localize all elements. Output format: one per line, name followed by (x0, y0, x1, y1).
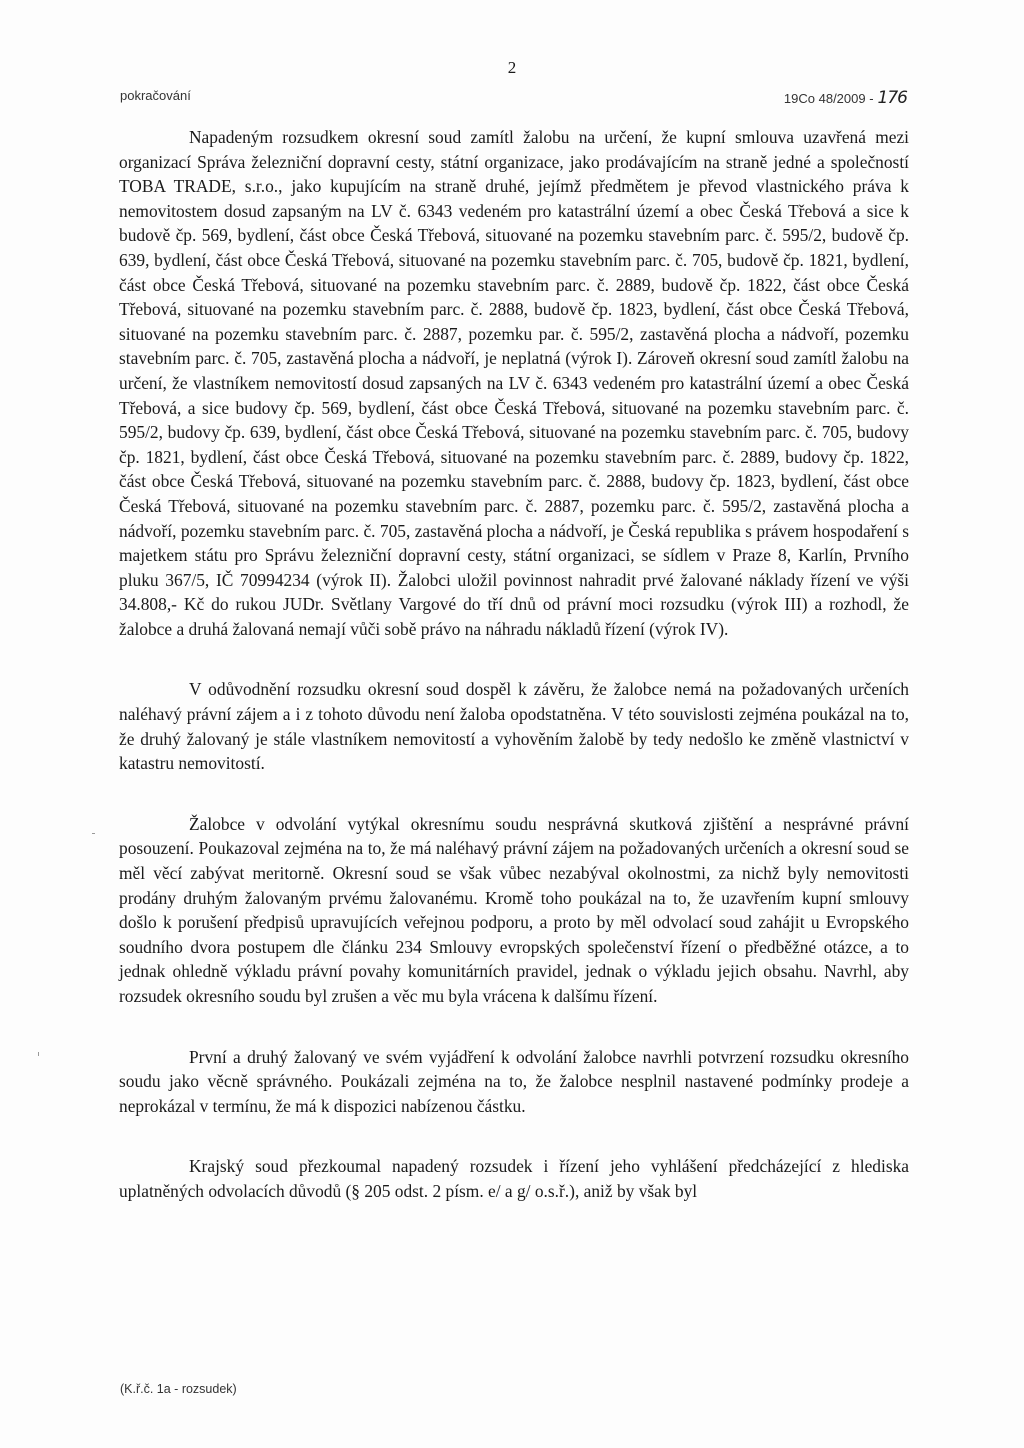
handwritten-page-number: 176 (877, 88, 907, 108)
document-body (119, 125, 909, 1204)
paragraph-judgment-summary: Napadeným rozsudkem okresní soud zamítl žalobu na určení, že kupní smlouva uzavřená mezi organizací Správa železniční dopravní cesty, státní organizace, jako prodávajícím na straně jedné a společností TOBA TRADE, s.r.o., jako kupujícím na straně druhé, jejímž předmětem je převod vlastnického práva k nemovitostem dosud zapsaným na LV č. 6343 vedeném pro katastrální území a obec Česká Třebová a sice k budově čp. 569, bydlení, část obce Česká Třebová, situované na pozemku stavebním parc. č. 595/2, budově čp. 639, bydlení, část obce Česká Třebová, situované na pozemku stavebním parc. č. 705, budově čp. 1821, bydlení, část obce Česká Třebová, situované na pozemku stavebním parc. č. 2889, budově čp. 1822, část obce Česká Třebová, situované na pozemku stavebním parc. č. 2888, budově čp. 1823, bydlení, část obce Česká Třebová, situované na pozemku stavebním parc. č. 2887, pozemku par. č. 595/2, zastavěná plocha a nádvoří, pozemku stavebním parc. č. 705, zastavěná plocha a nádvoří, je neplatná (výrok I). Zároveň okresní soud zamítl žalobu na určení, že vlastníkem nemovitostí dosud zapsaných na LV č. 6343 vedeném pro katastrální území a obec Česká Třebová, a sice budovy čp. 569, bydlení, část obce Česká Třebová, situované na pozemku stavebním parc. č. 595/2, budovy čp. 639, bydlení, část obce Česká Třebová, situované na pozemku stavebním parc. č. 705, budovy čp. 1821, bydlení, část obce Česká Třebová, situované na pozemku stavebním parc. č. 2889, budovy čp. 1822, část obce Česká Třebová, situované na pozemku stavebním parc. č. 2888, budovy čp. 1823, bydlení, část obce Česká Třebová, situované na pozemku stavebním parc. č. 2887, pozemku parc. č. 595/2, zastavěná plocha a nádvoří, pozemku stavebním parc. č. 705, zastavěná plocha a nádvoří, je Česká republika s právem hospodaření s majetkem státu pro Správu železniční dopravní cesty, státní organizaci, se sídlem v Praze 8, Karlín, Prvního pluku 367/5, IČ 70994234 (výrok II). Žalobci uložil povinnost nahradit prvé žalované náklady řízení ve výši 34.808,- Kč do rukou JUDr. Světlany Vargové do tří dnů od právní moci rozsudku (výrok III) a rozhodl, že žalobce a druhá žalovaná nemají vůči sobě právo na náhradu nákladů řízení (výrok IV). (119, 127, 909, 639)
paragraph-reasoning: V odůvodnění rozsudku okresní soud dospěl k závěru, že žalobce nemá na požadovaných určeních naléhavý právní zájem a i z tohoto důvodu není žaloba opodstatněna. V této souvislosti zejména poukázal na to, že druhý žalovaný je stále vlastníkem nemovitostí a vyhověním žalobě by tedy nedošlo ke změně vlastnictví v katastru nemovitostí. (119, 679, 909, 774)
paragraph-regional-court: Krajský soud přezkoumal napadený rozsudek i řízení jeho vyhlášení předcházející z hlediska uplatněných odvolacích důvodů (§ 205 odst. 2 písm. e/ a g/ o.s.ř.), aniž by však byl (119, 1156, 909, 1201)
page-number: 2 (507, 58, 517, 77)
scan-speck (92, 833, 95, 834)
form-code-footer: (K.ř.č. 1a - rozsudek) (120, 1382, 237, 1396)
case-number: 19Co 48/2009 - (783, 91, 874, 106)
paragraph-appeal: Žalobce v odvolání vytýkal okresnímu soudu nesprávná skutková zjištění a nesprávné právní posouzení. Poukazoval zejména na to, že má naléhavý právní zájem na požadovaných určeních a okresní soud se měl věcí zabývat meritorně. Okresní soud se však vůbec nezabýval okolnostmi, za nichž byly nemovitosti prodány druhým žalovaným prvému žalovanému. Kromě toho poukázal na to, že uzavřením kupní smlouvy došlo k porušení předpisů upravujících veřejnou podporu, a proto by měl odvolací soud zahájit u Evropského soudního dvora postupem dle článku 234 Smlouvy evropských společenství řízení o předběžné otázce, a to jednak ohledně výkladu právní povahy komunitárních pravidel, jednak o výkladu jejich obsahu. Navrhl, aby rozsudek okresního soudu byl zrušen a věc mu byla vrácena k dalšímu řízení. (119, 813, 909, 1006)
scan-speck (38, 1052, 39, 1056)
paragraph-defendants-response: První a druhý žalovaný ve svém vyjádření k odvolání žalobce navrhli potvrzení rozsudku okresního soudu jako věcně správného. Poukázali zejména na to, že žalobce nesplnil nastavené podmínky prodeje a neprokázal v termínu, že má k dispozici nabízenou částku. (119, 1046, 909, 1116)
case-number-header (784, 88, 907, 108)
continuation-label: pokračování (120, 88, 191, 103)
